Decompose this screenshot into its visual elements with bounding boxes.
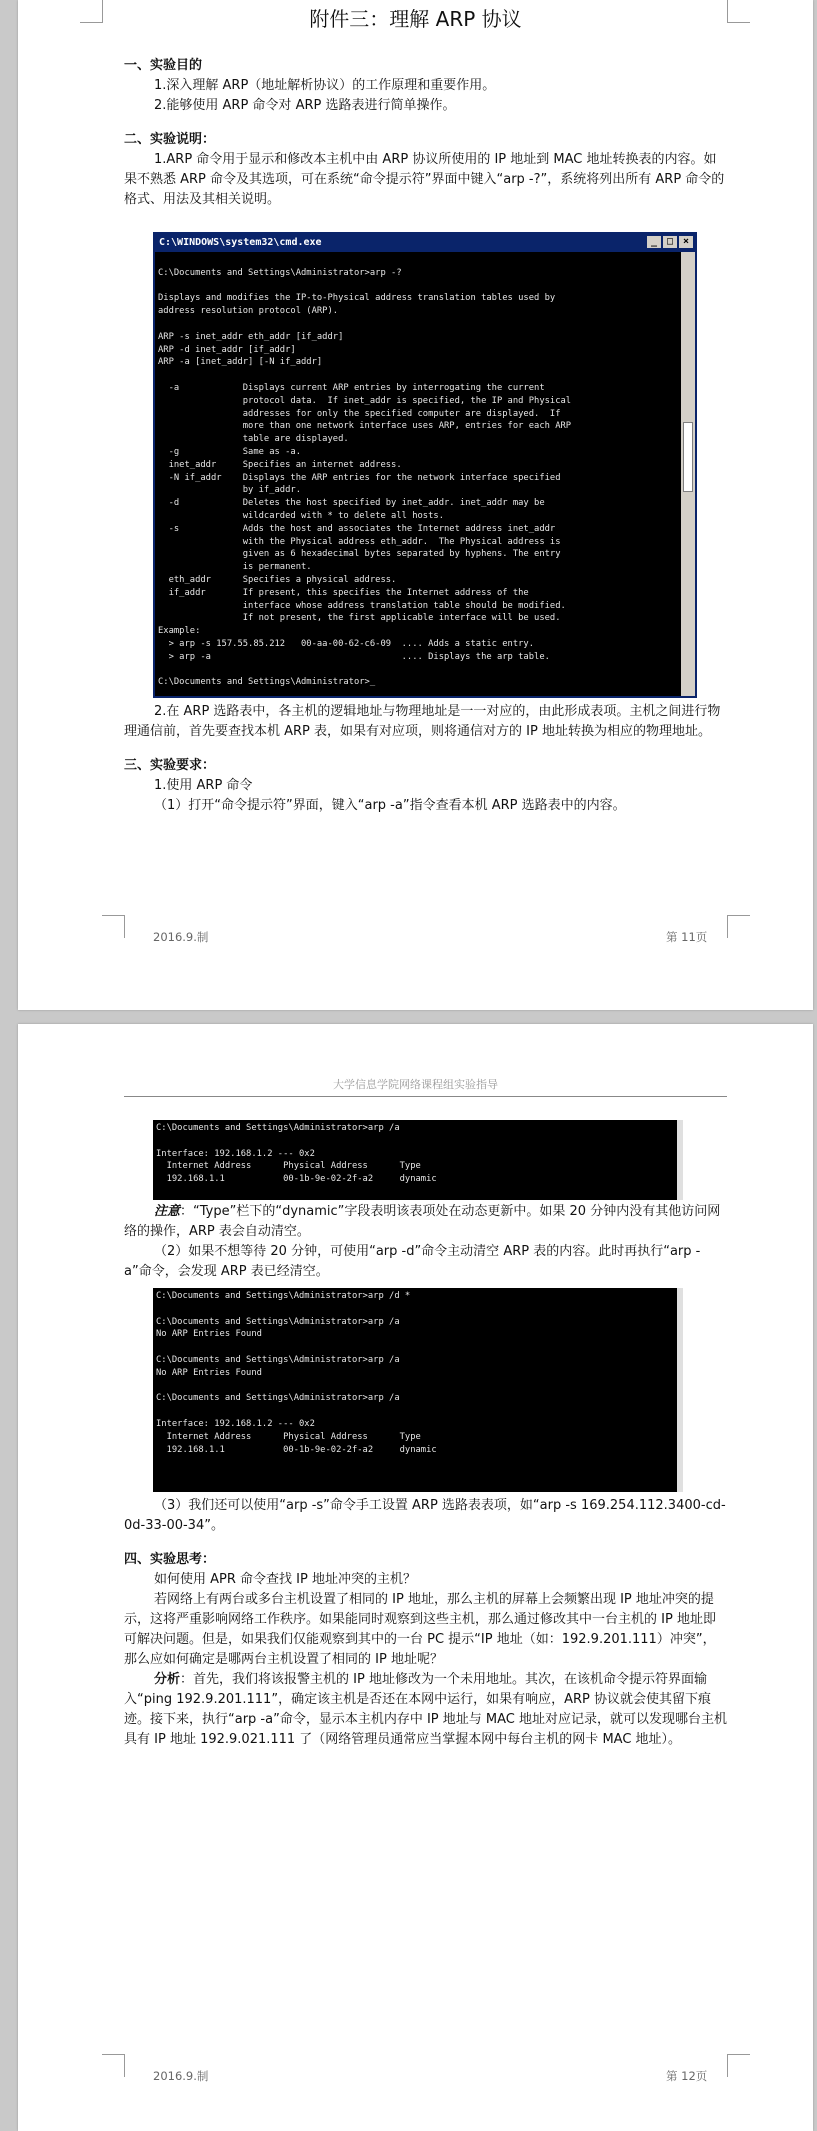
section-heading: 一、实验目的 — [124, 58, 203, 73]
scrollbar — [677, 1288, 683, 1492]
paragraph — [124, 1202, 727, 1242]
maximize-icon: □ — [663, 236, 677, 248]
cmd-window-screenshot — [153, 232, 697, 698]
note-block — [124, 1202, 727, 1282]
document-page-2 — [18, 1024, 813, 2131]
margin-corner-mark — [727, 2054, 750, 2077]
question: 如何使用 APR 命令查找 IP 地址冲突的主机？ — [154, 1572, 416, 1587]
margin-corner-mark — [102, 2054, 125, 2077]
list-item: （2）如果不想等待 20 分钟，可使用“arp -d”命令主动清空 ARP 表的内容。此时再执行“arp -a”命令，会发现 ARP 表已经清空。 — [124, 1244, 701, 1279]
page-header: 大学信息学院网络课程组实验指导 — [333, 1078, 498, 1091]
footer-date: 2016.9.制 — [153, 2069, 209, 2083]
section-purpose — [124, 56, 727, 210]
scrollbar-thumb — [683, 422, 693, 492]
section-heading: 三、实验要求： — [124, 758, 216, 773]
section-heading: 二、实验说明： — [124, 132, 216, 147]
document-page-1 — [18, 0, 813, 1010]
list-item: 1.使用 ARP 命令 — [154, 778, 253, 793]
footer-date: 2016.9.制 — [153, 930, 209, 944]
paragraph: 1.ARP 命令用于显示和修改本主机中由 ARP 协议所使用的 IP 地址到 MAC 地址转换表的内容。如果不熟悉 ARP 命令及其选项，可在系统“命令提示符”界面中键入“arp -?”，系统将列出所有 ARP 命令的格式、用法及其相关说明。 — [124, 152, 725, 207]
arp-d-screenshot — [153, 1288, 677, 1492]
list-item: （1）打开“命令提示符”界面，键入“arp -a”指令查看本机 ARP 选路表中的内容。 — [154, 798, 626, 813]
cmd-output: C:\Documents and Settings\Administrator>arp /a Interface: 192.168.1.2 --- 0x2 Internet Address Physical Address Type 192.168.1.1 00-1b-9e-02-2f-a2 dynamic — [156, 1123, 437, 1185]
close-icon: × — [679, 236, 693, 248]
paragraph: 若网络上有两台或多台主机设置了相同的 IP 地址，那么主机的屏幕上会频繁出现 IP 地址冲突的提示，这将严重影响网络工作秩序。如果能同时观察到这些主机，那么通过修改其中一台主机的 IP 地址即可解决问题。但是，如果我们仅能观察到其中的一台 PC 提示“IP 地址（如：192.9.201.111）冲突”，那么应如何确定是哪两台主机设置了相同的 IP 地址呢？ — [124, 1592, 716, 1667]
header-divider — [124, 1096, 727, 1097]
cmd-output: C:\Documents and Settings\Administrator>arp /d * C:\Documents and Settings\Administrator>arp /a No ARP Entries Found C:\Documents and Settings\Administrator>arp /a No ARP Entries Found C:\Documents and Settings\Administrator>arp /a Interface: 192.168.1.2 --- 0x2 Internet Address Physical Address Type 192.168.1.1 00-1b-9e-02-2f-a2 dynamic — [156, 1291, 437, 1455]
note-label: 注意 — [154, 1204, 181, 1219]
footer-page-number: 第 12页 — [666, 2069, 708, 2083]
minimize-icon: _ — [647, 236, 661, 248]
analysis-text: ：首先，我们将该报警主机的 IP 地址修改为一个未用地址。其次，在该机命令提示符界面输入“ping 192.9.201.111”，确定该主机是否还在本网中运行，如果有响应，ARP 协议就会使其留下痕迹。接下来，执行“arp -a”命令，显示本主机内存中 IP 地址与 MAC 地址对应记录，就可以发现哪台主机具有 IP 地址 192.9.021.111 了（网络管理员通常应当掌握本网中每台主机的网卡 MAC 地址）。 — [124, 1672, 727, 1747]
paragraph: 2.在 ARP 选路表中，各主机的逻辑地址与物理地址是一一对应的，由此形成表项。主机之间进行物理通信前，首先要查找本机 ARP 表，如果有对应项，则将通信对方的 IP 地址转换为相应的物理地址。 — [124, 704, 721, 739]
list-item: （3）我们还可以使用“arp -s”命令手工设置 ARP 选路表表项，如“arp -s 169.254.112.3400-cd-0d-33-00-34”。 — [124, 1498, 726, 1533]
arp-a-screenshot — [153, 1120, 677, 1200]
cmd-titlebar — [155, 234, 695, 252]
section-explanation-cont — [124, 702, 727, 816]
cmd-output: C:\Documents and Settings\Administrator>arp -? Displays and modifies the IP-to-Physical address translation tables used by address resolution protocol (ARP). ARP -s inet_addr eth_addr [if_addr] ARP -d inet_addr [if_addr] ARP -a [inet_addr] [-N if_addr] -a Displays current ARP entries by interrogating the current protocol data. If inet_addr is specified, the IP and Physical addresses for only the specified computer are displayed. If more than one network interface uses ARP, entries for each ARP table are displayed. -g Same as -a. inet_addr Specifies an internet address. -N if_addr Displays the ARP entries for the network interface specified by if_addr. -d Deletes the host specified by inet_addr. inet_addr may be wildcarded with * to delete all hosts. -s Adds the host and associates the Internet address inet_addr with the Physical address eth_addr. The Physical address is given as 6 hexadecimal bytes separated by hyphens. The entry is permanent. eth_addr Specifies a physical address. if_addr If present, this specifies the Internet address of the interface whose address translation table should be modified. If not present, the first applicable interface will be used. Example: > arp -s 157.55.85.212 00-aa-00-62-c6-09 .... Adds a static entry. > arp -a .... Displays the arp table. C:\Documents and Settings\Administrator>_ — [158, 267, 572, 688]
note-text: ：“Type”栏下的“dynamic”字段表明该表项处在动态更新中。如果 20 分钟内没有其他访问网络的操作，ARP 表会自动清空。 — [124, 1204, 721, 1239]
page-title: 附件三：理解 ARP 协议 — [309, 7, 522, 31]
section-heading: 四、实验思考： — [124, 1552, 216, 1567]
paragraph — [124, 1670, 727, 1750]
list-item: 2.能够使用 ARP 命令对 ARP 选路表进行简单操作。 — [154, 98, 456, 113]
scrollbar — [681, 252, 695, 696]
footer-page-number: 第 11页 — [666, 930, 708, 944]
scrollbar — [677, 1120, 683, 1200]
cmd-window-title: C:\WINDOWS\system32\cmd.exe — [159, 237, 322, 248]
margin-corner-mark — [102, 915, 125, 938]
section-thinking — [124, 1496, 727, 1750]
analysis-label: 分析 — [154, 1672, 181, 1687]
list-item: 1.深入理解 ARP（地址解析协议）的工作原理和重要作用。 — [154, 78, 496, 93]
margin-corner-mark — [727, 915, 750, 938]
